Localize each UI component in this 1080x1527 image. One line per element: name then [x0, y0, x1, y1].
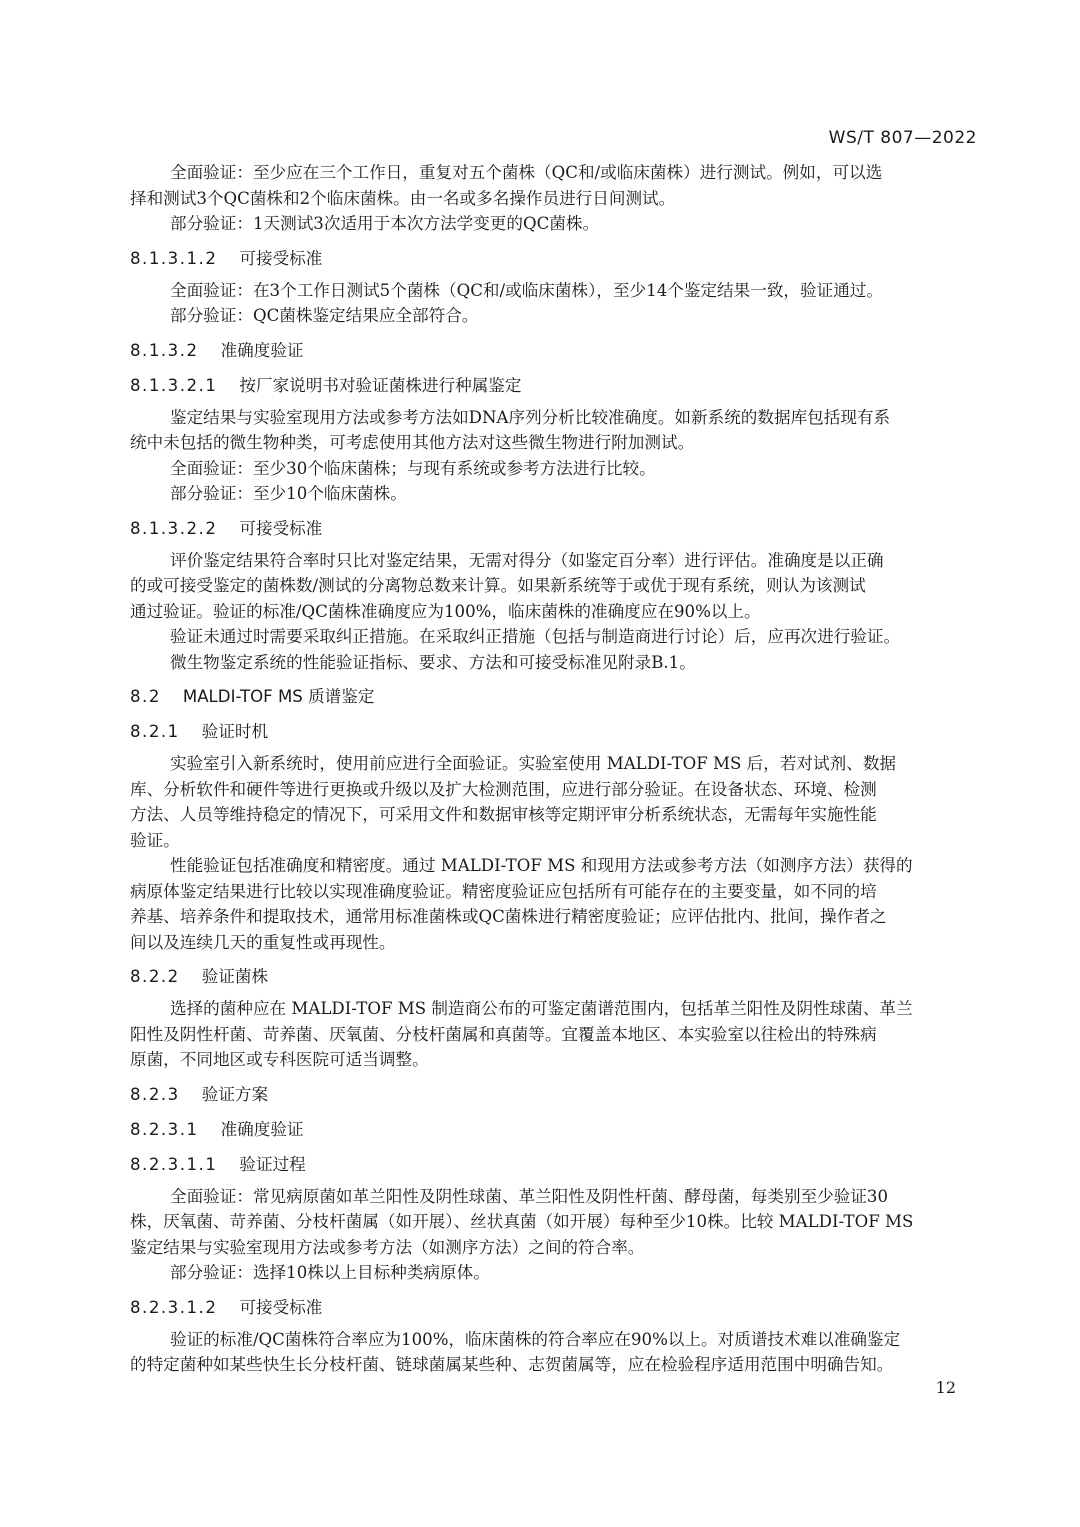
section-number: 8.2.1 [130, 722, 180, 741]
section-heading [130, 964, 980, 990]
paragraph-line: 鉴定结果与实验室现用方法或参考方法（如测序方法）之间的符合率。 [130, 1237, 645, 1257]
paragraph-line: 择和测试3个QC菌株和2个临床菌株。由一名或多名操作员进行日间测试。 [130, 188, 676, 208]
paragraph-line: 部分验证：选择10株以上目标种类病原体。 [170, 1263, 490, 1282]
section-number: 8.2.2 [130, 967, 180, 986]
paragraph [130, 996, 980, 1073]
paragraph-line: 性能验证包括准确度和精密度。通过 MALDI-TOF MS 和现用方法或参考方法（如测序方法）获得的 [170, 856, 913, 875]
section-number: 8.1.3.2.1 [130, 375, 218, 395]
paragraph [130, 405, 980, 456]
section-number: 8.1.3.2 [130, 340, 199, 360]
section-title: 准确度验证 [220, 1119, 304, 1139]
paragraph [130, 160, 980, 211]
section-number: 8.2.3.1.2 [130, 1297, 218, 1317]
paragraph [130, 1184, 980, 1261]
paragraph-line: 全面验证：至少应在三个工作日，重复对五个菌株（QC和/或临床菌株）进行测试。例如，可以选 [170, 163, 883, 182]
paragraph-line: 实验室引入新系统时，使用前应进行全面验证。实验室使用 MALDI-TOF MS 后，若对试剂、数据 [170, 754, 897, 773]
paragraph [130, 853, 980, 955]
section-number: 8.2.3 [130, 1084, 180, 1104]
paragraph-line: 的或可接受鉴定的菌株数/测试的分离物总数来计算。如果新系统等于或优于现有系统，则认为该测试 [130, 576, 866, 595]
paragraph-line: 验证未通过时需要采取纠正措施。在采取纠正措施（包括与制造商进行讨论）后，应再次进行验证。 [170, 627, 901, 646]
paragraph-line: 微生物鉴定系统的性能验证指标、要求、方法和可接受标准见附录B.1。 [170, 652, 696, 672]
section-heading [130, 719, 980, 745]
paragraph-line: 鉴定结果与实验室现用方法或参考方法如DNA序列分析比较准确度。如新系统的数据库包括现有系 [170, 407, 891, 427]
section-title: 验证时机 [201, 722, 269, 741]
paragraph [130, 211, 980, 237]
section-title: 验证方案 [201, 1084, 269, 1104]
section-heading [130, 516, 980, 542]
paragraph-line: 验证。 [130, 830, 180, 850]
page-number: 12 [935, 1378, 956, 1397]
paragraph [130, 548, 980, 625]
section-heading [130, 1295, 980, 1321]
document-body [130, 160, 980, 1378]
section-heading [130, 1152, 980, 1178]
section-title: 可接受标准 [239, 518, 323, 538]
paragraph-line: 部分验证：至少10个临床菌株。 [170, 484, 407, 503]
standard-code: WS/T 807—2022 [828, 128, 977, 148]
section-title: 准确度验证 [220, 340, 304, 360]
paragraph-line: 株，厌氧菌、苛养菌、分枝杆菌属（如开展）、丝状真菌（如开展）每种至少10株。比较 MALDI-TOF MS [130, 1212, 914, 1231]
section-number: 8.1.3.2.2 [130, 518, 218, 538]
paragraph-line: 部分验证：1天测试3次适用于本次方法学变更的QC菌株。 [170, 214, 600, 233]
paragraph-line: 的特定菌种如某些快生长分枝杆菌、链球菌属某些种、志贺菌属等，应在检验程序适用范围中明确告知。 [130, 1355, 894, 1374]
paragraph [130, 303, 980, 329]
section-heading [130, 684, 980, 710]
paragraph [130, 624, 980, 650]
section-title: 可接受标准 [239, 248, 323, 268]
paragraph-line: 库、分析软件和硬件等进行更换或升级以及扩大检测范围，应进行部分验证。在设备状态、环境、检测 [130, 779, 877, 799]
paragraph-line: 养基、培养条件和提取技术，通常用标准菌株或QC菌株进行精密度验证；应评估批内、批间，操作者之 [130, 907, 887, 926]
section-title: 可接受标准 [239, 1297, 323, 1317]
paragraph-line: 全面验证：常见病原菌如革兰阳性及阴性球菌、革兰阳性及阴性杆菌、酵母菌，每类别至少验证30 [170, 1186, 889, 1206]
paragraph-line: 选择的菌种应在 MALDI-TOF MS 制造商公布的可鉴定菌谱范围内，包括革兰阳性及阴性球菌、革兰 [170, 999, 913, 1018]
paragraph [130, 1260, 980, 1286]
section-number: 8.1.3.1.2 [130, 248, 218, 268]
paragraph [130, 456, 980, 482]
section-heading [130, 246, 980, 272]
paragraph-line: 阳性及阴性杆菌、苛养菌、厌氧菌、分枝杆菌属和真菌等。宜覆盖本地区、本实验室以往检出的特殊病 [130, 1024, 877, 1044]
section-title: 按厂家说明书对验证菌株进行种属鉴定 [239, 375, 522, 395]
section-heading [130, 338, 980, 364]
paragraph-line: 统中未包括的微生物种类，可考虑使用其他方法对这些微生物进行附加测试。 [130, 433, 695, 452]
section-number: 8.2.3.1.1 [130, 1154, 218, 1174]
section-number: 8.2 [130, 687, 161, 706]
paragraph [130, 278, 980, 304]
section-title: 验证菌株 [201, 967, 269, 986]
section-title: MALDI-TOF MS 质谱鉴定 [182, 687, 375, 706]
paragraph-line: 方法、人员等维持稳定的情况下，可采用文件和数据审核等定期评审分析系统状态，无需每年实施性能 [130, 805, 877, 824]
paragraph-line: 全面验证：在3个工作日测试5个菌株（QC和/或临床菌株），至少14个鉴定结果一致，验证通过。 [170, 280, 883, 300]
section-heading [130, 1117, 980, 1143]
section-title: 验证过程 [239, 1154, 306, 1174]
paragraph-line: 通过验证。验证的标准/QC菌株准确度应为100%，临床菌株的准确度应在90%以上。 [130, 601, 761, 621]
paragraph [130, 1327, 980, 1378]
section-heading [130, 373, 980, 399]
paragraph [130, 751, 980, 853]
paragraph-line: 原菌，不同地区或专科医院可适当调整。 [130, 1050, 429, 1069]
paragraph-line: 病原体鉴定结果进行比较以实现准确度验证。精密度验证应包括所有可能存在的主要变量，如不同的培 [130, 881, 877, 901]
section-number: 8.2.3.1 [130, 1119, 199, 1139]
paragraph-line: 间以及连续几天的重复性或再现性。 [130, 932, 396, 952]
paragraph-line: 部分验证：QC菌株鉴定结果应全部符合。 [170, 306, 479, 325]
paragraph-line: 验证的标准/QC菌株符合率应为100%，临床菌株的符合率应在90%以上。对质谱技术难以准确鉴定 [170, 1329, 901, 1349]
paragraph-line: 评价鉴定结果符合率时只比对鉴定结果，无需对得分（如鉴定百分率）进行评估。准确度是以正确 [170, 550, 884, 570]
paragraph [130, 650, 980, 676]
paragraph [130, 481, 980, 507]
paragraph-line: 全面验证：至少30个临床菌株；与现有系统或参考方法进行比较。 [170, 458, 656, 478]
section-heading [130, 1082, 980, 1108]
